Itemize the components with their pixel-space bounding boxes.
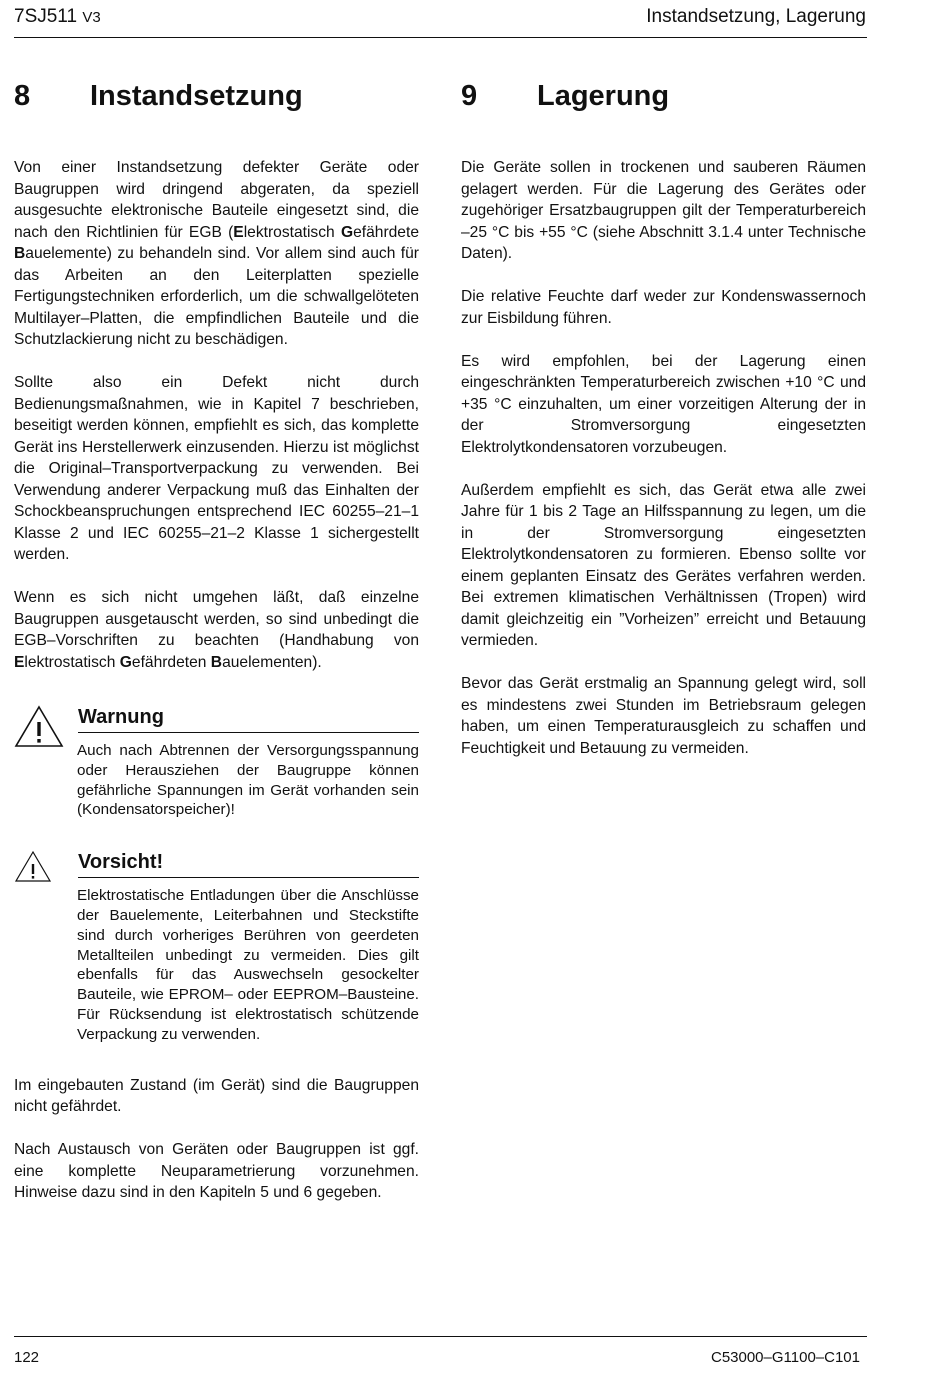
caution-triangle-icon bbox=[14, 850, 52, 891]
warning-text: Auch nach Abtrennen der Versorgungsspannung oder Herausziehen der Baugruppe können gefährliche Spannungen im Gerät vorhanden sein (Kondensatorspeicher)! bbox=[77, 742, 419, 819]
chapter-9-body bbox=[461, 157, 866, 781]
header-section-title: Instandsetzung, Lagerung bbox=[646, 6, 866, 27]
doc-version: V3 bbox=[82, 9, 101, 26]
ch9-paragraph-4: Außerdem empfiehlt es sich, das Gerät etwa alle zwei Jahre für 1 bis 2 Tage an Hilfsspannung zu legen, um die in der Stromversorgung eingesetzten Elektrolytkondensatoren zu formieren. Ebenso sollte vor einem geplanten Einsatz des Gerätes verfahren werden. Bei extremen klimatischen Verhältnissen (Tropen) wird damit gleichzeitig ein ”Vorheizen” erreicht und Betauung vermieden. bbox=[461, 481, 866, 649]
header-rule bbox=[14, 37, 867, 38]
ch8-paragraph-5: Nach Austausch von Geräten oder Baugruppen ist ggf. eine komplette Neuparametrierung vorzunehmen. Hinweise dazu sind in den Kapiteln 5 und 6 gegeben. bbox=[14, 1141, 419, 1202]
chapter-8-title: Instandsetzung bbox=[90, 80, 303, 112]
chapter-9-title: Lagerung bbox=[537, 80, 670, 112]
chapter-9-heading bbox=[461, 80, 669, 113]
ch9-paragraph-2: Die relative Feuchte darf weder zur Kondenswassernoch zur Eisbildung führen. bbox=[461, 288, 866, 327]
chapter-9-number: 9 bbox=[461, 80, 478, 112]
ch9-paragraph-5: Bevor das Gerät erstmalig an Spannung gelegt wird, soll es mindestens zwei Stunden im Betriebsraum gelegen haben, um einen Temperaturausgleich zu schaffen und Feuchtigkeit und Betauung zu vermeiden. bbox=[461, 675, 866, 757]
page-number: 122 bbox=[14, 1349, 40, 1366]
ch8-paragraph-3: Wenn es sich nicht umgehen läßt, daß einzelne Baugruppen ausgetauscht werden, so sind unbedingt die EGB–Vorschriften zu beachten (Handhabung von Elektrostatisch Gefährdeten Bauelementen). bbox=[14, 589, 419, 671]
chapter-8-heading bbox=[14, 80, 303, 113]
caution-note bbox=[14, 850, 419, 1044]
ch9-paragraph-3: Es wird empfohlen, bei der Lagerung einen eingeschränkten Temperaturbereich zwischen +10 °C und +35 °C einzuhalten, um einer vorzeitigen Alterung der in der Stromversorgung eingesetzten Elektrolytkondensatoren vorzubeugen. bbox=[461, 352, 866, 456]
ch8-paragraph-2: Sollte also ein Defekt nicht durch Bedienungsmaßnahmen, wie in Kapitel 7 beschrieben, beseitigt werden können, empfiehlt es sich, das komplette Gerät ins Herstellerwerk einzusenden. Hierzu ist möglichst die Original–Transportverpackung zu verwenden. Bei Verwendung anderer Verpackung muß das Einhalten der Schockbeanspruchungen entsprechend IEC 60255–21–1 Klasse 2 und IEC 60255–21–2 Klasse 1 sichergestellt werden. bbox=[14, 374, 419, 563]
ch9-paragraph-1: Die Geräte sollen in trockenen und sauberen Räumen gelagert werden. Für die Lagerung des Gerätes oder zugehöriger Ersatzbaugruppen gilt der Temperaturbereich –25 °C bis +55 °C (siehe Abschnitt 3.1.4 unter Technische Daten). bbox=[461, 159, 866, 262]
doc-id: 7SJ511 bbox=[14, 6, 78, 27]
ch8-paragraph-4: Im eingebauten Zustand (im Gerät) sind die Baugruppen nicht gefährdet. bbox=[14, 1076, 419, 1116]
footer-rule bbox=[14, 1336, 867, 1337]
order-number: C53000–G1100–C101 bbox=[710, 1349, 860, 1366]
chapter-8-body bbox=[14, 157, 419, 1225]
header-doc-id bbox=[14, 6, 101, 28]
caution-title: Vorsicht! bbox=[78, 850, 419, 878]
caution-text: Elektrostatische Entladungen über die Anschlüsse der Bauelemente, Leiterbahnen und Steckstifte sind durch vorheriges Berühren von geerdeten Metallteilen unbedingt zu vermeiden. Dies gilt ebenfalls für das Auswechseln gesockelter Bauteile, wie EPROM– oder EEPROM–Bausteine. Für Rücksendung ist elektrostatisch schützende Verpackung zu verwenden. bbox=[77, 887, 419, 1043]
warning-note bbox=[14, 705, 419, 820]
warning-title: Warnung bbox=[78, 705, 419, 733]
warning-triangle-icon bbox=[14, 705, 64, 756]
ch8-paragraph-1: Von einer Instandsetzung defekter Geräte oder Baugruppen wird dringend abgeraten, da speziell ausgesuchte elektronische Bauteile eingesetzt sind, die nach den Richtlinien für EGB (Elektrostatisch Gefährdete Bauelemente) zu behandeln sind. Vor allem sind auch für das Arbeiten an den Leiterplatten spezielle Fertigungstechniken erforderlich, um die schwallgelöteten Multilayer–Platten, die empfindlichen Bauteile und die Schutzlackierung nicht zu beschädigen. bbox=[14, 159, 419, 348]
chapter-8-number: 8 bbox=[14, 80, 31, 112]
